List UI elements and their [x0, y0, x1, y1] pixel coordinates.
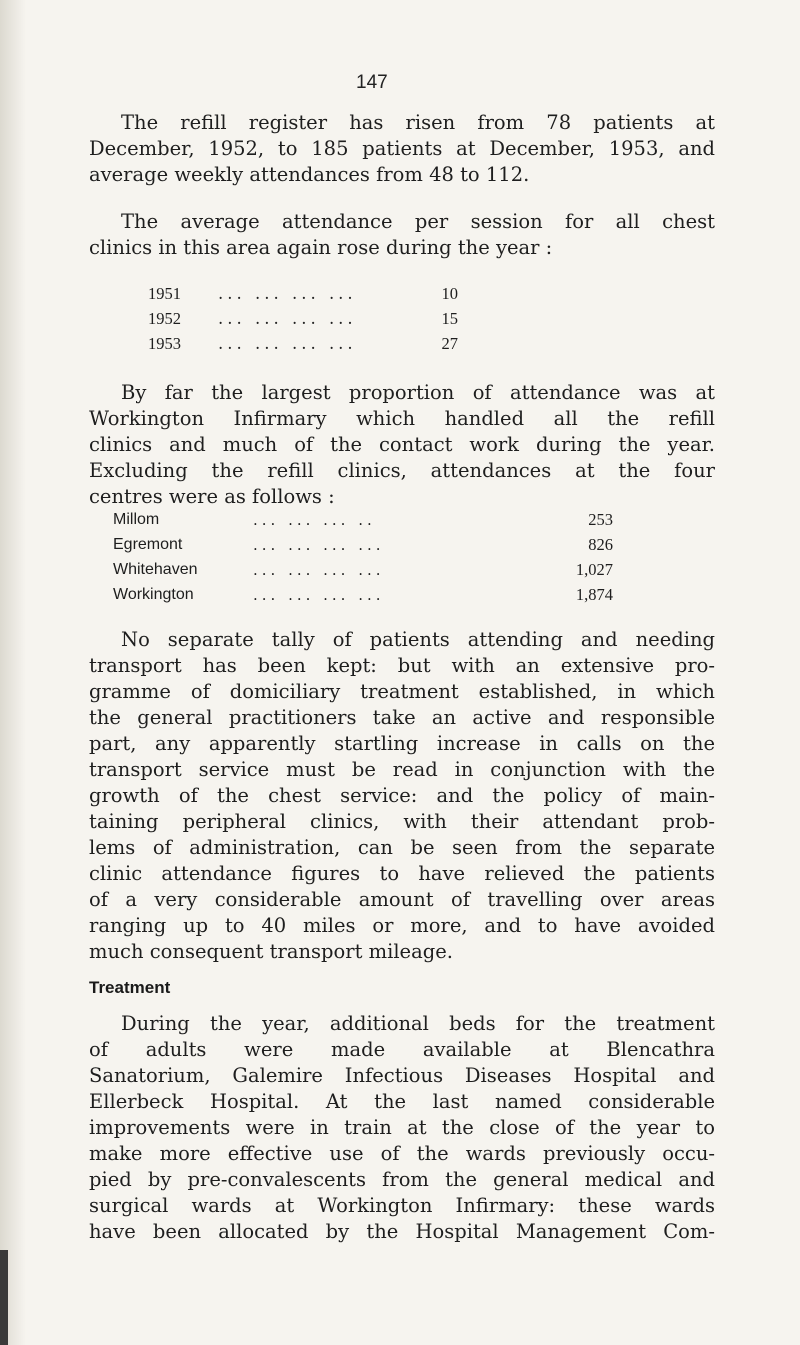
- table-row: [148, 306, 458, 331]
- text-line: The refill register has risen from 78 patients at: [121, 111, 715, 134]
- table-row: [113, 507, 613, 532]
- year-label: 1953: [148, 333, 181, 353]
- text-line: growth of the chest service: and the policy of main-: [89, 784, 715, 807]
- text-line: transport service must be read in conjunction with the: [89, 758, 715, 781]
- attendance-value: 253: [588, 509, 613, 529]
- attendance-value: 15: [441, 308, 458, 328]
- attendance-value: 826: [588, 534, 613, 554]
- text-line: part, any apparently startling increase in calls on the: [89, 732, 715, 755]
- text-line: of a very considerable amount of travelling over areas: [89, 888, 715, 911]
- attendance-value: 1,027: [575, 559, 613, 579]
- text-line: pied by pre-convalescents from the general medical and: [89, 1168, 715, 1191]
- text-line: Workington Infirmary which handled all the refill: [89, 407, 715, 430]
- text-line: The average attendance per session for all chest: [121, 210, 715, 233]
- centre-attendance-table: [113, 507, 613, 607]
- text-line: lems of administration, can be seen from the separate: [89, 836, 715, 859]
- year-label: 1951: [148, 283, 181, 303]
- page-edge-shadow: [0, 0, 26, 1345]
- table-row: [148, 331, 458, 356]
- section-heading-treatment: Treatment: [89, 978, 171, 997]
- text-line: taining peripheral clinics, with their attendant prob-: [89, 810, 715, 833]
- text-line: No separate tally of patients attending and needing: [121, 628, 715, 651]
- text-line: Excluding the refill clinics, attendances at the four: [89, 459, 715, 482]
- text-line: centres were as follows :: [89, 485, 335, 508]
- leader-dots: ... ... ... ...: [218, 334, 357, 353]
- attendance-value: 10: [441, 283, 458, 303]
- page-number: 147: [356, 72, 388, 93]
- page-edge-mark: [0, 1250, 8, 1345]
- paragraph-workington-infirmary: [89, 380, 715, 510]
- text-line: During the year, additional beds for the treatment: [121, 1012, 715, 1035]
- text-line: make more effective use of the wards previously occu-: [89, 1142, 715, 1165]
- text-line: ranging up to 40 miles or more, and to have avoided: [89, 914, 715, 937]
- yearly-attendance-table: [148, 281, 458, 356]
- text-line: clinic attendance figures to have relieved the patients: [89, 862, 715, 885]
- attendance-value: 1,874: [575, 584, 613, 604]
- text-line: clinics and much of the contact work during the year.: [89, 433, 715, 456]
- text-line: the general practitioners take an active and responsible: [89, 706, 715, 729]
- text-line: improvements were in train at the close of the year to: [89, 1116, 715, 1139]
- leader-dots: ... ... ... ...: [218, 284, 357, 303]
- text-line: By far the largest proportion of attendance was at: [121, 381, 715, 404]
- table-row: [148, 281, 458, 306]
- text-line: of adults were made available at Blencathra: [89, 1038, 715, 1061]
- paragraph-treatment: [89, 1011, 715, 1245]
- year-label: 1952: [148, 308, 181, 328]
- text-line: have been allocated by the Hospital Management Com-: [89, 1220, 715, 1243]
- text-line: average weekly attendances from 48 to 112.: [89, 163, 530, 186]
- attendance-value: 27: [441, 333, 458, 353]
- paragraph-refill-register: [89, 110, 715, 188]
- centre-label: Whitehaven: [113, 560, 198, 578]
- text-line: transport has been kept: but with an extensive pro-: [89, 654, 715, 677]
- leader-dots: ... ... ... ..: [253, 510, 376, 529]
- text-line: much consequent transport mileage.: [89, 940, 453, 963]
- text-line: surgical wards at Workington Infirmary: these wards: [89, 1194, 715, 1217]
- leader-dots: ... ... ... ...: [253, 535, 385, 554]
- table-row: [113, 532, 613, 557]
- centre-label: Millom: [113, 510, 160, 528]
- leader-dots: ... ... ... ...: [253, 585, 385, 604]
- text-line: clinics in this area again rose during the year :: [89, 236, 553, 259]
- text-line: gramme of domiciliary treatment established, in which: [89, 680, 715, 703]
- leader-dots: ... ... ... ...: [253, 560, 385, 579]
- paragraph-average-attendance: [89, 209, 715, 261]
- table-row: [113, 582, 613, 607]
- centre-label: Workington: [113, 585, 194, 603]
- centre-label: Egremont: [113, 535, 183, 553]
- table-row: [113, 557, 613, 582]
- text-line: December, 1952, to 185 patients at December, 1953, and: [89, 137, 715, 160]
- text-line: Sanatorium, Galemire Infectious Diseases Hospital and: [89, 1064, 715, 1087]
- text-line: Ellerbeck Hospital. At the last named considerable: [89, 1090, 715, 1113]
- leader-dots: ... ... ... ...: [218, 309, 357, 328]
- paragraph-transport: [89, 627, 715, 965]
